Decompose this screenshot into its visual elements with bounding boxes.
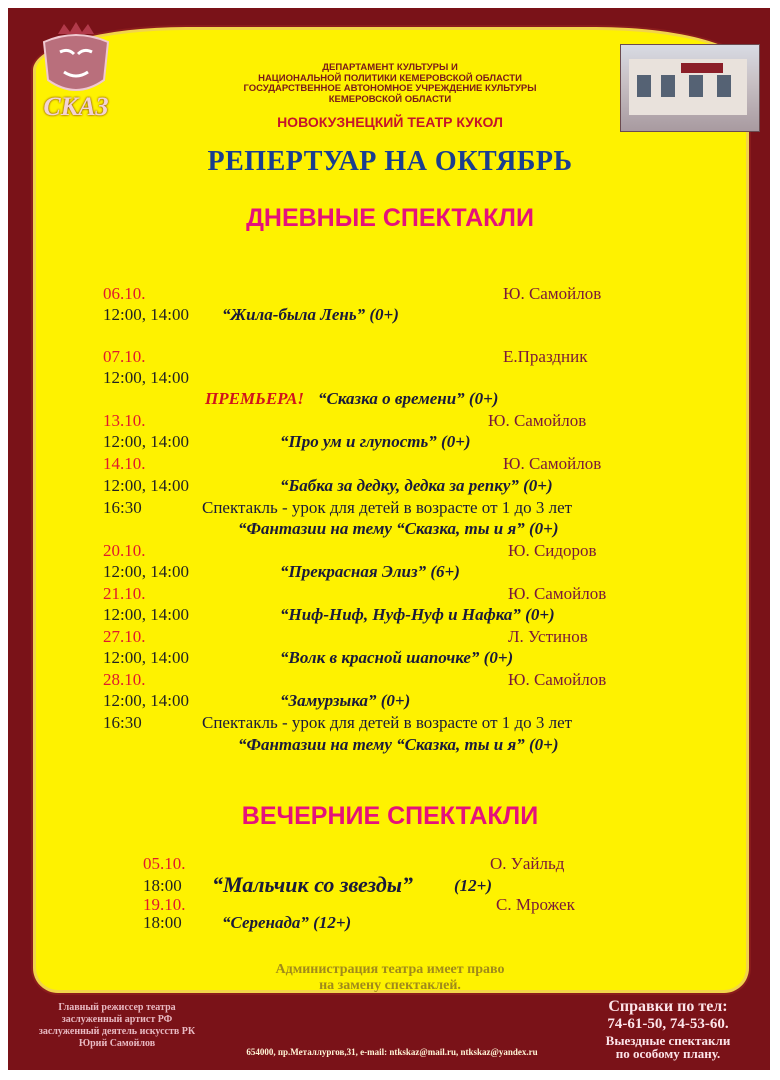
address-email: 654000, пр.Металлургов,31, e-mail: ntkskaz@mail.ru, ntkskaz@yandex.ru <box>246 1047 538 1057</box>
play-title: “Замурзыка” (0+) <box>280 691 411 710</box>
director: Ю. Самойлов <box>503 454 602 473</box>
date: 05.10. <box>143 854 186 873</box>
play-title: “Серенада” (12+) <box>222 913 352 932</box>
date: 06.10. <box>103 284 146 303</box>
play-title: “Фантазии на тему “Сказка, ты и я” (0+) <box>238 735 559 754</box>
time: 12:00, 14:00 <box>103 562 189 581</box>
play-title: “Про ум и глупость” (0+) <box>280 432 471 451</box>
play-title: “Волк в красной шапочке” (0+) <box>280 648 514 667</box>
evening-section-heading: ВЕЧЕРНИЕ СПЕКТАКЛИ <box>241 802 539 830</box>
age-rating: (12+) <box>454 876 493 895</box>
lesson-text: Спектакль - урок для детей в возрасте от 1 до 3 лет <box>202 713 573 732</box>
play-title: “Ниф-Ниф, Нуф-Нуф и Нафка” (0+) <box>280 605 555 624</box>
date: 21.10. <box>103 584 146 603</box>
director: Ю. Сидоров <box>508 541 597 560</box>
premiere-label: ПРЕМЬЕРА! <box>205 389 305 408</box>
theatre-logo <box>28 22 124 128</box>
logo-text: СКАЗ <box>43 92 109 121</box>
phone-numbers: 74-61-50, 74-53-60. <box>607 1016 729 1032</box>
date: 19.10. <box>143 895 186 914</box>
date: 14.10. <box>103 454 146 473</box>
away-performances-note: Выездные спектакли по особому плану. <box>605 1033 731 1061</box>
date: 07.10. <box>103 347 146 366</box>
day-section-heading: ДНЕВНЫЕ СПЕКТАКЛИ <box>246 204 534 232</box>
time: 12:00, 14:00 <box>103 648 189 667</box>
time: 18:00 <box>143 876 182 895</box>
time: 12:00, 14:00 <box>103 368 189 387</box>
director: О. Уайльд <box>490 854 565 873</box>
time: 16:30 <box>103 713 142 732</box>
date: 28.10. <box>103 670 146 689</box>
date: 27.10. <box>103 627 146 646</box>
director: Ю. Самойлов <box>508 670 607 689</box>
date: 20.10. <box>103 541 146 560</box>
time: 12:00, 14:00 <box>103 305 189 324</box>
phones-title: Справки по тел: <box>608 998 728 1015</box>
director: Л. Устинов <box>508 627 588 646</box>
director: Ю. Самойлов <box>508 584 607 603</box>
director: Е.Праздник <box>503 347 588 366</box>
director: С. Мрожек <box>496 895 575 914</box>
time: 16:30 <box>103 498 142 517</box>
lesson-text: Спектакль - урок для детей в возрасте от 1 до 3 лет <box>202 498 573 517</box>
crown-mask-icon <box>28 22 124 102</box>
admin-note: Администрация театра имеет право на замену спектаклей. <box>275 962 505 993</box>
play-title: “Фантазии на тему “Сказка, ты и я” (0+) <box>238 519 559 538</box>
play-title: “Жила-была Лень” (0+) <box>222 305 399 324</box>
time: 12:00, 14:00 <box>103 691 189 710</box>
theatre-name: НОВОКУЗНЕЦКИЙ ТЕАТР КУКОЛ <box>277 114 503 130</box>
department-text: ДЕПАРТАМЕНТ КУЛЬТУРЫ И НАЦИОНАЛЬНОЙ ПОЛИТИКИ КЕМЕРОВСКОЙ ОБЛАСТИ ГОСУДАРСТВЕННОЕ АВТОНОМНОЕ УЧРЕЖДЕНИЕ КУЛЬТУРЫ КЕМЕРОВСКОЙ ОБЛАСТИ <box>243 62 537 105</box>
time: 12:00, 14:00 <box>103 432 189 451</box>
page-title: РЕПЕРТУАР НА ОКТЯБРЬ <box>207 146 573 177</box>
theatre-building-photo <box>620 44 760 132</box>
director: Ю. Самойлов <box>488 411 587 430</box>
date: 13.10. <box>103 411 146 430</box>
time: 12:00, 14:00 <box>103 605 189 624</box>
time: 18:00 <box>143 913 182 932</box>
time: 12:00, 14:00 <box>103 476 189 495</box>
play-title: “Мальчик со звезды” <box>212 872 413 897</box>
play-title: “Прекрасная Элиз” (6+) <box>280 562 460 581</box>
play-title: “Сказка о времени” (0+) <box>318 389 499 408</box>
director: Ю. Самойлов <box>503 284 602 303</box>
play-title: “Бабка за дедку, дедка за репку” (0+) <box>280 476 553 495</box>
director-credits: Главный режиссер театра заслуженный артист РФ заслуженный деятель искусств РК Юрий Самойлов <box>38 1002 196 1049</box>
